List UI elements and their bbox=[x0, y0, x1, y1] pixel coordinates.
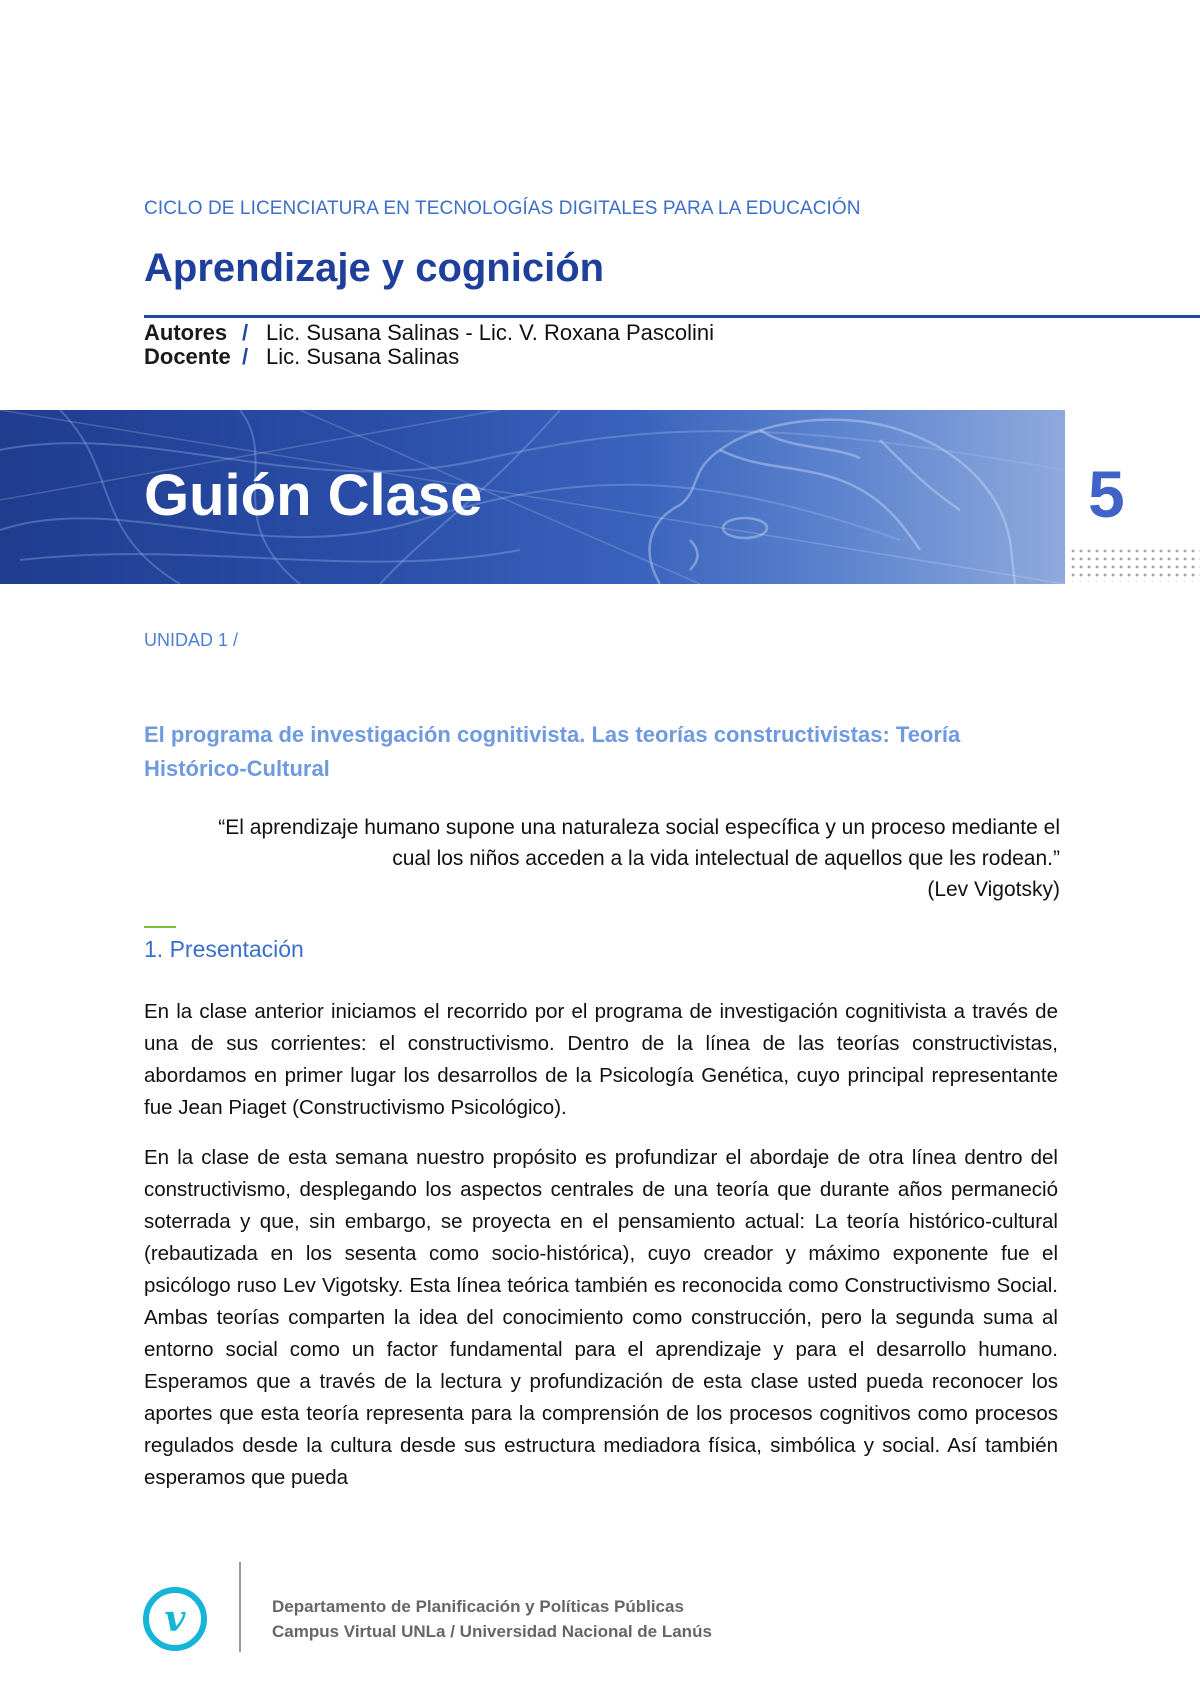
footer-campus: Campus Virtual UNLa / Universidad Nacional de Lanús bbox=[272, 1622, 712, 1641]
campus-logo-icon bbox=[142, 1586, 208, 1652]
teacher-label: Docente bbox=[144, 344, 231, 369]
section-heading: El programa de investigación cognitivista. Las teorías constructivistas: Teoría Histórico-Cultural bbox=[144, 722, 961, 781]
paragraph-1: En la clase anterior iniciamos el recorrido por el programa de investigación cognitivista a través de una de sus corrientes: el constructivismo. Dentro de la línea de las teorías constructivistas, abordamos en primer lugar los desarrollos de la Psicología Genética, cuyo principal representante fue Jean Piaget (Constructivismo Psicológico). bbox=[144, 1000, 1058, 1119]
logo-letter: v bbox=[164, 1598, 186, 1640]
title-divider bbox=[144, 315, 1200, 318]
authors-label: Autores bbox=[144, 320, 228, 345]
teacher-separator: / bbox=[242, 344, 249, 369]
footer-department: Departamento de Planificación y Políticas Públicas bbox=[272, 1597, 684, 1616]
class-number: 5 bbox=[1088, 457, 1125, 531]
banner-title: Guión Clase bbox=[144, 463, 483, 528]
paragraph-2: En la clase de esta semana nuestro propósito es profundizar el abordaje de otra línea dentro del constructivismo, desplegando los aspectos centrales de una teoría que durante años permaneció soterrada y que, sin embargo, se proyecta en el pensamiento actual: La teoría histórico-cultural (rebautizada en los sesenta como socio-histórica), cuyo creador y máximo exponente fue el psicólogo ruso Lev Vigotsky. Esta línea teórica también es reconocida como Constructivismo Social. Ambas teorías comparten la idea del conocimiento como construcción, pero la segunda suma al entorno social como un factor fundamental para el aprendizaje y para el desarrollo humano. Esperamos que a través de la lectura y profundización de esta clase usted pueda reconocer los aportes que esta teoría representa para la comprensión de los procesos cognitivos como procesos regulados desde la cultura desde sus estructura mediadora física, simbólica y social. Así también esperamos que pueda bbox=[144, 1146, 1058, 1489]
quote-line-1: “El aprendizaje humano supone una naturaleza social específica y un proceso mediante el bbox=[218, 816, 1060, 839]
quote-line-2: cual los niños acceden a la vida intelectual de aquellos que les rodean.” bbox=[392, 847, 1060, 870]
quote-author: (Lev Vigotsky) bbox=[927, 878, 1060, 901]
teacher-name: Lic. Susana Salinas bbox=[266, 344, 460, 369]
authors-separator: / bbox=[242, 320, 249, 345]
footer-divider bbox=[239, 1562, 241, 1652]
authors-line bbox=[144, 320, 714, 346]
teacher-line bbox=[144, 344, 459, 370]
subheading-accent-bar bbox=[144, 926, 176, 928]
course-title: Aprendizaje y cognición bbox=[144, 246, 605, 290]
unit-label: UNIDAD 1 / bbox=[144, 630, 239, 650]
authors-names: Lic. Susana Salinas - Lic. V. Roxana Pascolini bbox=[266, 320, 714, 345]
subheading-presentacion: 1. Presentación bbox=[144, 936, 304, 962]
program-name: CICLO DE LICENCIATURA EN TECNOLOGÍAS DIGITALES PARA LA EDUCACIÓN bbox=[144, 198, 861, 219]
epigraph-quote bbox=[170, 812, 1060, 905]
dot-pattern bbox=[1070, 548, 1200, 582]
